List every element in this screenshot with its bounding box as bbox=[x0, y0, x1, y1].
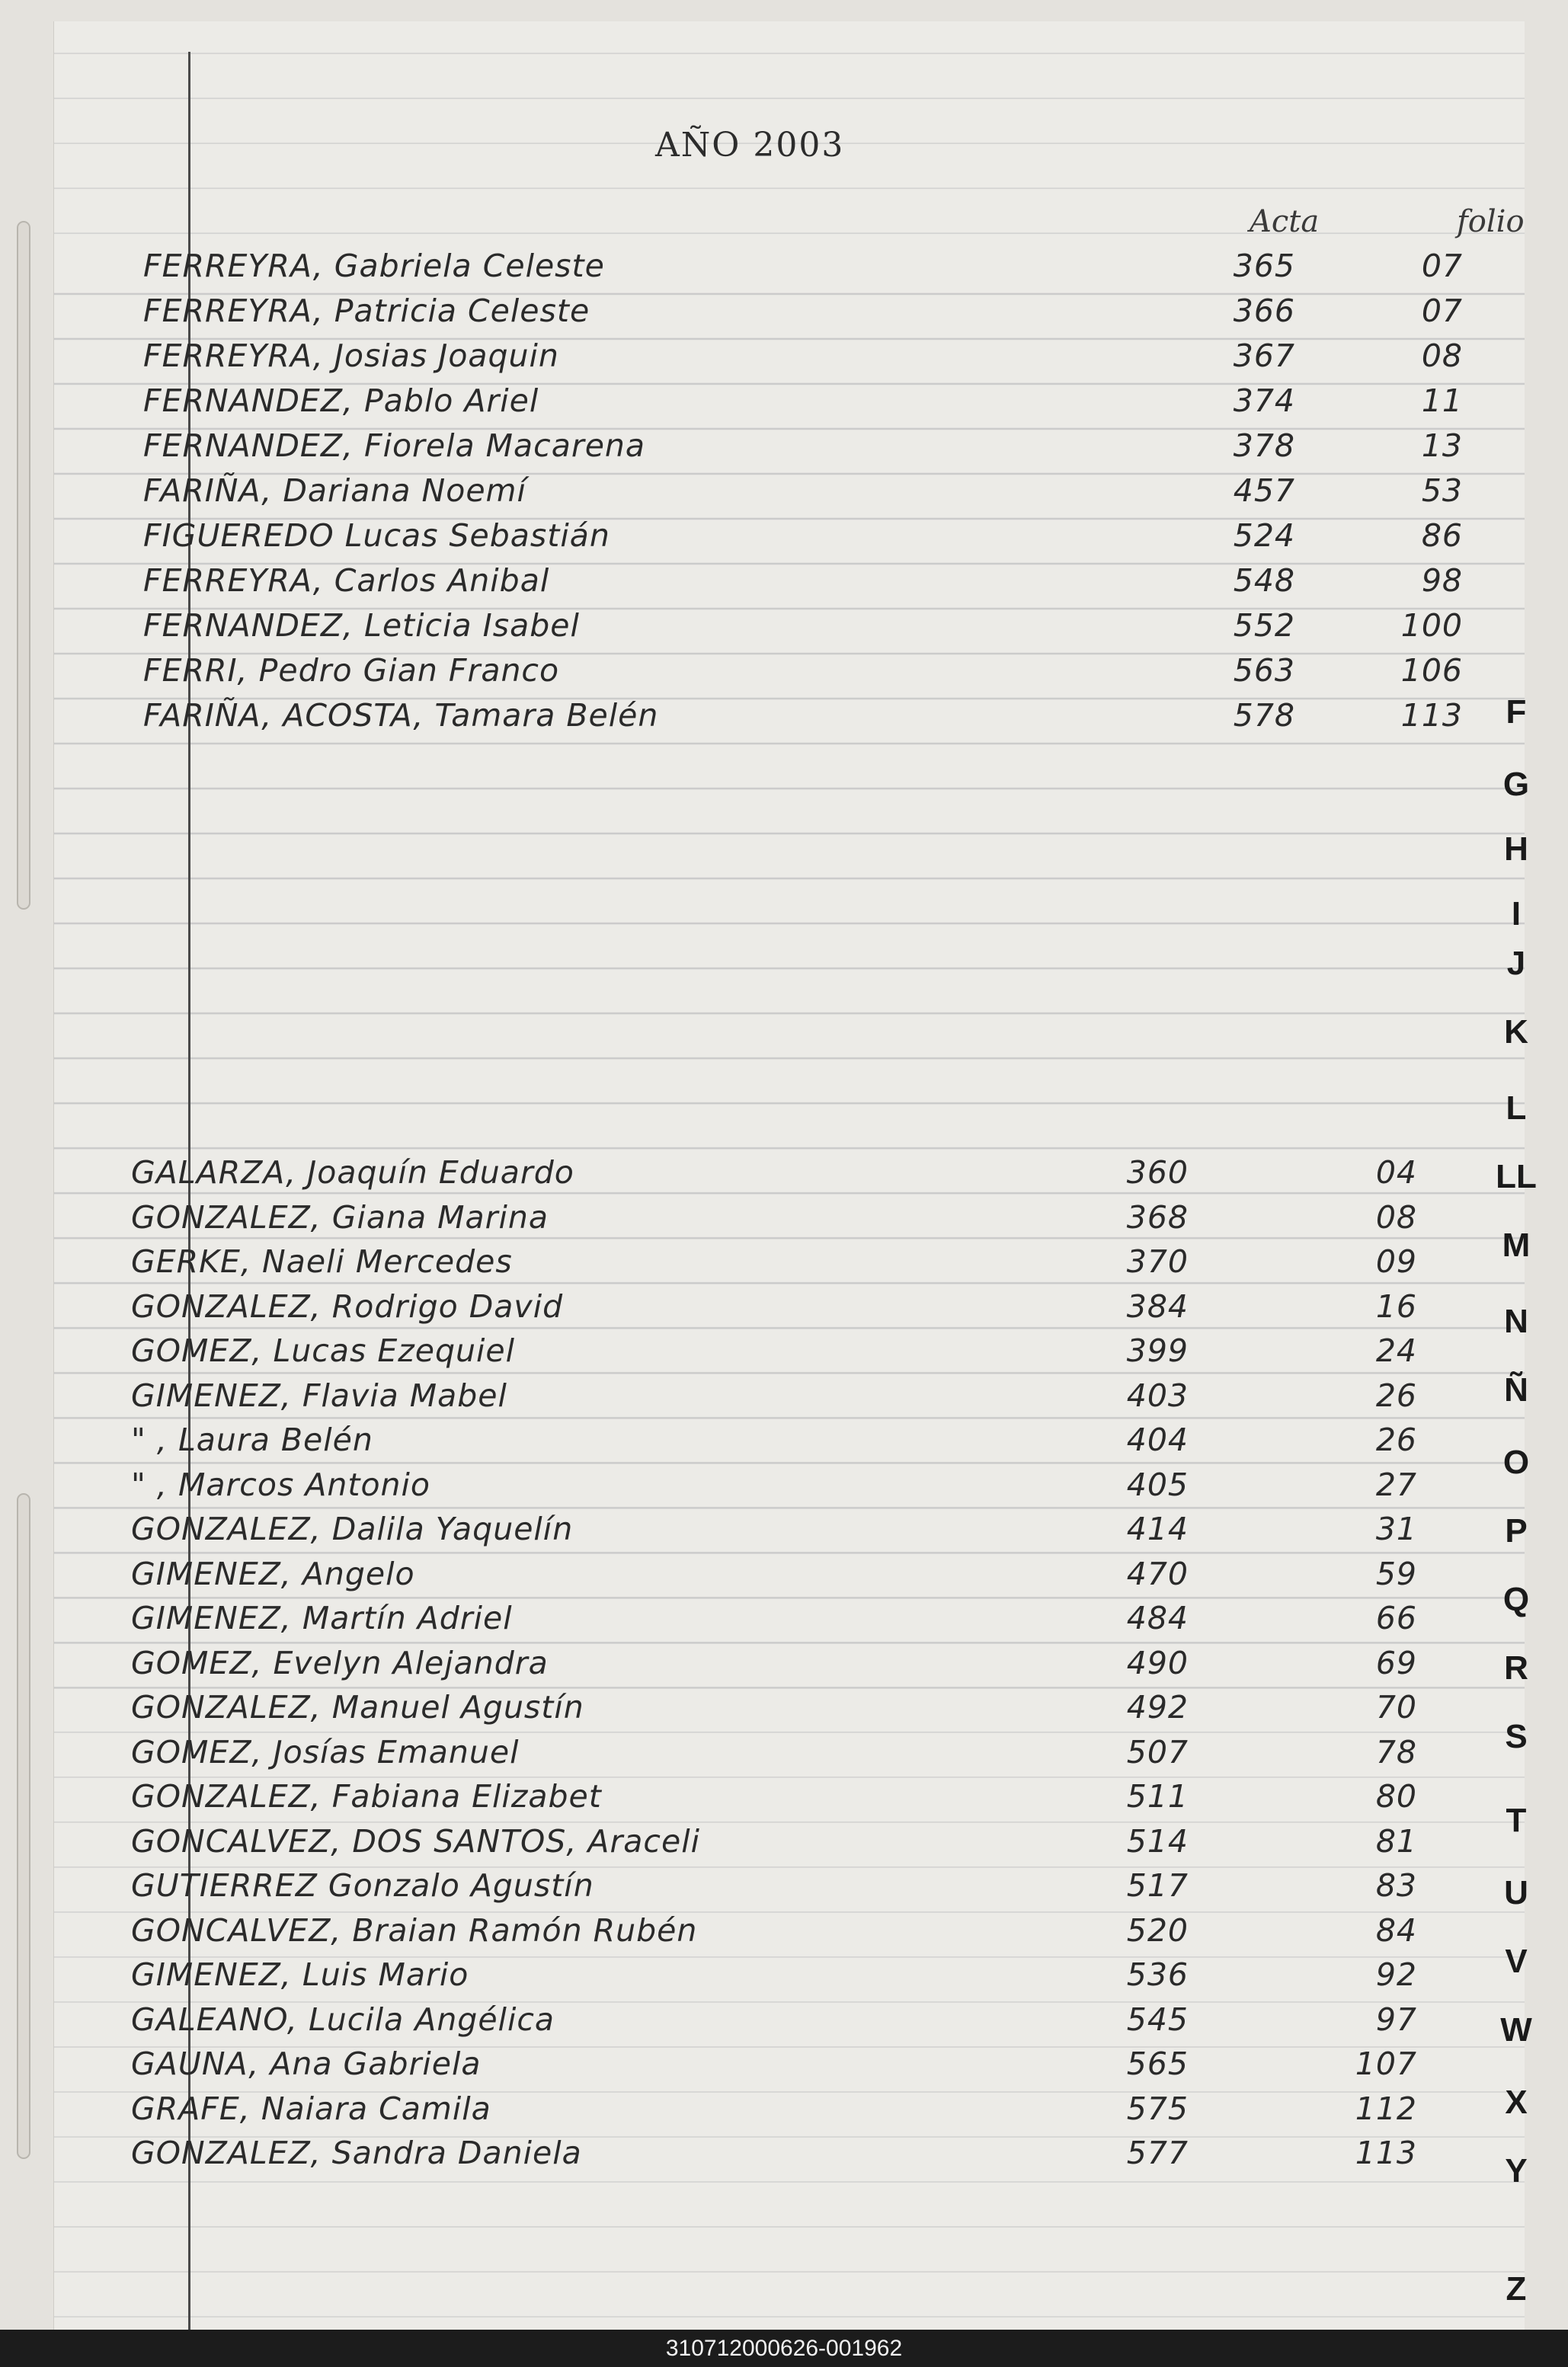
entry-folio: 92 bbox=[1375, 1956, 1417, 1993]
entry-acta: 577 bbox=[1126, 2135, 1189, 2171]
ledger-entry bbox=[0, 562, 1568, 606]
entry-folio: 86 bbox=[1421, 517, 1463, 554]
entry-acta: 511 bbox=[1126, 1778, 1189, 1815]
entry-folio: 09 bbox=[1375, 1243, 1417, 1280]
page-title: AÑO 2003 bbox=[655, 126, 845, 165]
index-tab[interactable]: Y bbox=[1505, 2152, 1528, 2189]
ledger-entry bbox=[0, 1243, 1568, 1287]
entry-name: GALEANO, Lucila Angélica bbox=[131, 2001, 555, 2038]
entry-folio: 98 bbox=[1421, 562, 1463, 599]
index-tab[interactable]: G bbox=[1502, 766, 1530, 803]
ledger-entry bbox=[0, 1154, 1568, 1198]
entry-folio: 80 bbox=[1375, 1778, 1417, 1815]
entry-acta: 367 bbox=[1233, 337, 1295, 374]
ledger-entry bbox=[0, 652, 1568, 696]
entry-acta: 520 bbox=[1126, 1911, 1189, 1949]
entry-name: GONCALVEZ, DOS SANTOS, Araceli bbox=[131, 1822, 700, 1860]
entry-folio: 78 bbox=[1375, 1733, 1417, 1770]
ledger-entry bbox=[0, 2135, 1568, 2179]
ledger-entry bbox=[0, 1600, 1568, 1644]
entry-acta: 524 bbox=[1233, 517, 1295, 554]
index-tab[interactable]: Ñ bbox=[1504, 1371, 1528, 1409]
entry-name: GIMENEZ, Luis Mario bbox=[131, 1956, 469, 1993]
entry-acta: 565 bbox=[1126, 2046, 1189, 2082]
entry-name: " , Laura Belén bbox=[131, 1422, 373, 1458]
entry-name: GONZALEZ, Sandra Daniela bbox=[131, 2135, 582, 2171]
entry-acta: 470 bbox=[1126, 1555, 1189, 1592]
entry-folio: 26 bbox=[1375, 1422, 1417, 1458]
ledger-entry bbox=[0, 1734, 1568, 1778]
entry-folio: 26 bbox=[1375, 1377, 1417, 1414]
column-header-folio: folio bbox=[1457, 204, 1525, 239]
ledger-entry bbox=[0, 248, 1568, 292]
entry-name: FERREYRA, Josias Joaquin bbox=[143, 337, 559, 374]
entry-folio: 97 bbox=[1375, 2001, 1417, 2038]
ledger-entry bbox=[0, 1467, 1568, 1511]
entry-folio: 100 bbox=[1400, 607, 1463, 644]
index-tab[interactable]: L bbox=[1506, 1089, 1527, 1127]
ledger-entry bbox=[0, 1422, 1568, 1466]
entry-acta: 365 bbox=[1233, 248, 1295, 284]
ledger-entry bbox=[0, 2001, 1568, 2046]
index-tab[interactable]: H bbox=[1504, 830, 1528, 868]
entry-name: GERKE, Naeli Mercedes bbox=[131, 1243, 513, 1280]
entry-folio: 106 bbox=[1400, 652, 1463, 689]
ledger-entry bbox=[0, 1823, 1568, 1867]
index-tab[interactable]: T bbox=[1506, 1802, 1527, 1839]
index-tab[interactable]: K bbox=[1504, 1013, 1528, 1051]
entry-folio: 27 bbox=[1375, 1466, 1417, 1503]
ledger-entry bbox=[0, 472, 1568, 517]
entry-name: GONZALEZ, Fabiana Elizabet bbox=[131, 1778, 602, 1815]
entry-folio: 24 bbox=[1375, 1332, 1417, 1369]
entry-acta: 457 bbox=[1233, 472, 1295, 509]
index-tab[interactable]: U bbox=[1504, 1874, 1528, 1911]
entry-name: GONCALVEZ, Braian Ramón Rubén bbox=[131, 1911, 698, 1949]
entry-name: GIMENEZ, Angelo bbox=[131, 1555, 415, 1592]
entry-folio: 59 bbox=[1375, 1555, 1417, 1592]
entry-name: FERREYRA, Gabriela Celeste bbox=[143, 248, 605, 284]
index-tab[interactable]: X bbox=[1505, 2084, 1528, 2121]
alphabet-index-tabs bbox=[1478, 0, 1568, 2330]
image-identifier: 310712000626-001962 bbox=[0, 2330, 1568, 2367]
ledger-entry bbox=[0, 1288, 1568, 1332]
entry-acta: 374 bbox=[1233, 382, 1295, 419]
entry-folio: 70 bbox=[1375, 1689, 1417, 1726]
ledger-entry bbox=[0, 1511, 1568, 1555]
entry-folio: 81 bbox=[1375, 1822, 1417, 1860]
entry-folio: 113 bbox=[1400, 697, 1463, 734]
entry-acta: 484 bbox=[1126, 1600, 1189, 1636]
entry-name: GOMEZ, Evelyn Alejandra bbox=[131, 1644, 549, 1681]
entry-name: GIMENEZ, Flavia Mabel bbox=[131, 1377, 507, 1414]
ledger-entry bbox=[0, 1377, 1568, 1422]
entry-acta: 563 bbox=[1233, 652, 1295, 689]
index-tab[interactable]: I bbox=[1511, 895, 1522, 932]
entry-name: GOMEZ, Josías Emanuel bbox=[131, 1733, 520, 1770]
entry-acta: 575 bbox=[1126, 2090, 1189, 2127]
column-header-acta: Acta bbox=[1250, 204, 1320, 239]
ledger-entry bbox=[0, 1689, 1568, 1733]
entry-acta: 370 bbox=[1126, 1243, 1189, 1280]
entry-acta: 403 bbox=[1126, 1377, 1189, 1414]
ledger-entry bbox=[0, 2090, 1568, 2135]
entry-name: GUTIERREZ Gonzalo Agustín bbox=[131, 1867, 594, 1904]
index-tab[interactable]: O bbox=[1502, 1444, 1530, 1481]
index-tab[interactable]: Z bbox=[1506, 2270, 1527, 2308]
entry-acta: 552 bbox=[1233, 607, 1295, 644]
entry-name: GONZALEZ, Manuel Agustín bbox=[131, 1689, 584, 1726]
ledger-entry bbox=[0, 337, 1568, 382]
index-tab[interactable]: M bbox=[1502, 1227, 1531, 1264]
entry-acta: 507 bbox=[1126, 1733, 1189, 1770]
entry-name: FERNANDEZ, Fiorela Macarena bbox=[143, 427, 646, 464]
ledger-entry bbox=[0, 1556, 1568, 1600]
entry-acta: 578 bbox=[1233, 697, 1295, 734]
index-tab[interactable]: F bbox=[1506, 693, 1527, 731]
ledger-entry bbox=[0, 293, 1568, 337]
entry-name: FIGUEREDO Lucas Sebastián bbox=[143, 517, 610, 554]
entry-folio: 04 bbox=[1375, 1154, 1417, 1191]
index-tab[interactable]: P bbox=[1505, 1512, 1528, 1550]
entry-folio: 08 bbox=[1421, 337, 1463, 374]
ledger-entry bbox=[0, 1645, 1568, 1689]
ledger-entry bbox=[0, 1332, 1568, 1377]
entry-name: GOMEZ, Lucas Ezequiel bbox=[131, 1332, 516, 1369]
entry-acta: 492 bbox=[1126, 1689, 1189, 1726]
index-tab[interactable]: N bbox=[1504, 1303, 1528, 1340]
index-tab[interactable]: V bbox=[1505, 1943, 1528, 1980]
ledger-entry bbox=[0, 2046, 1568, 2090]
entry-acta: 490 bbox=[1126, 1644, 1189, 1681]
entry-name: FERRI, Pedro Gian Franco bbox=[143, 652, 560, 689]
entry-acta: 368 bbox=[1126, 1198, 1189, 1236]
entry-name: FERREYRA, Carlos Anibal bbox=[143, 562, 550, 599]
entry-name: GONZALEZ, Rodrigo David bbox=[131, 1287, 564, 1325]
entry-folio: 112 bbox=[1355, 2090, 1417, 2127]
entry-acta: 414 bbox=[1126, 1511, 1189, 1547]
ledger-entry bbox=[0, 607, 1568, 651]
ledger-entry bbox=[0, 517, 1568, 561]
index-tab[interactable]: S bbox=[1505, 1718, 1528, 1755]
entry-folio: 08 bbox=[1375, 1198, 1417, 1236]
entry-folio: 07 bbox=[1421, 248, 1463, 284]
index-tab[interactable]: LL bbox=[1496, 1158, 1537, 1195]
entry-name: GONZALEZ, Giana Marina bbox=[131, 1198, 549, 1236]
entry-acta: 360 bbox=[1126, 1154, 1189, 1191]
entry-name: FERNANDEZ, Pablo Ariel bbox=[143, 382, 539, 419]
ledger-entry bbox=[0, 1199, 1568, 1243]
entry-acta: 384 bbox=[1126, 1287, 1189, 1325]
ledger-entry bbox=[0, 1956, 1568, 2001]
ledger-entry bbox=[0, 427, 1568, 472]
entry-acta: 378 bbox=[1233, 427, 1295, 464]
entry-name: FERREYRA, Patricia Celeste bbox=[143, 293, 590, 329]
entry-folio: 16 bbox=[1375, 1287, 1417, 1325]
entry-name: GONZALEZ, Dalila Yaquelín bbox=[131, 1511, 574, 1547]
entry-name: GIMENEZ, Martín Adriel bbox=[131, 1600, 513, 1636]
entry-folio: 53 bbox=[1421, 472, 1463, 509]
entry-name: GRAFE, Naiara Camila bbox=[131, 2090, 491, 2127]
entry-folio: 83 bbox=[1375, 1867, 1417, 1904]
ledger-entry bbox=[0, 697, 1568, 741]
ledger-entry bbox=[0, 1778, 1568, 1822]
ledger-entry bbox=[0, 1867, 1568, 1911]
entry-name: GALARZA, Joaquín Eduardo bbox=[131, 1154, 574, 1191]
entry-name: " , Marcos Antonio bbox=[131, 1466, 430, 1503]
entry-acta: 548 bbox=[1233, 562, 1295, 599]
index-tab[interactable]: W bbox=[1500, 2011, 1532, 2049]
index-tab[interactable]: J bbox=[1506, 945, 1526, 982]
entry-acta: 366 bbox=[1233, 293, 1295, 329]
entry-folio: 07 bbox=[1421, 293, 1463, 329]
entry-name: FARIÑA, Dariana Noemí bbox=[143, 472, 526, 509]
entry-folio: 84 bbox=[1375, 1911, 1417, 1949]
entry-folio: 107 bbox=[1355, 2046, 1417, 2082]
entry-folio: 66 bbox=[1375, 1600, 1417, 1636]
entry-folio: 69 bbox=[1375, 1644, 1417, 1681]
entry-acta: 405 bbox=[1126, 1466, 1189, 1503]
entry-folio: 113 bbox=[1355, 2135, 1417, 2171]
entry-folio: 11 bbox=[1421, 382, 1463, 419]
entry-acta: 404 bbox=[1126, 1422, 1189, 1458]
entry-folio: 13 bbox=[1421, 427, 1463, 464]
index-tab[interactable]: Q bbox=[1502, 1581, 1530, 1618]
entry-name: FERNANDEZ, Leticia Isabel bbox=[143, 607, 580, 644]
entry-acta: 536 bbox=[1126, 1956, 1189, 1993]
entry-acta: 399 bbox=[1126, 1332, 1189, 1369]
entry-name: GAUNA, Ana Gabriela bbox=[131, 2046, 482, 2082]
entry-name: FARIÑA, ACOSTA, Tamara Belén bbox=[143, 697, 659, 734]
entry-acta: 545 bbox=[1126, 2001, 1189, 2038]
entry-acta: 517 bbox=[1126, 1867, 1189, 1904]
index-tab[interactable]: R bbox=[1504, 1649, 1528, 1687]
entry-acta: 514 bbox=[1126, 1822, 1189, 1860]
entry-folio: 31 bbox=[1375, 1511, 1417, 1547]
ledger-entry bbox=[0, 1912, 1568, 1956]
ledger-entry bbox=[0, 382, 1568, 427]
